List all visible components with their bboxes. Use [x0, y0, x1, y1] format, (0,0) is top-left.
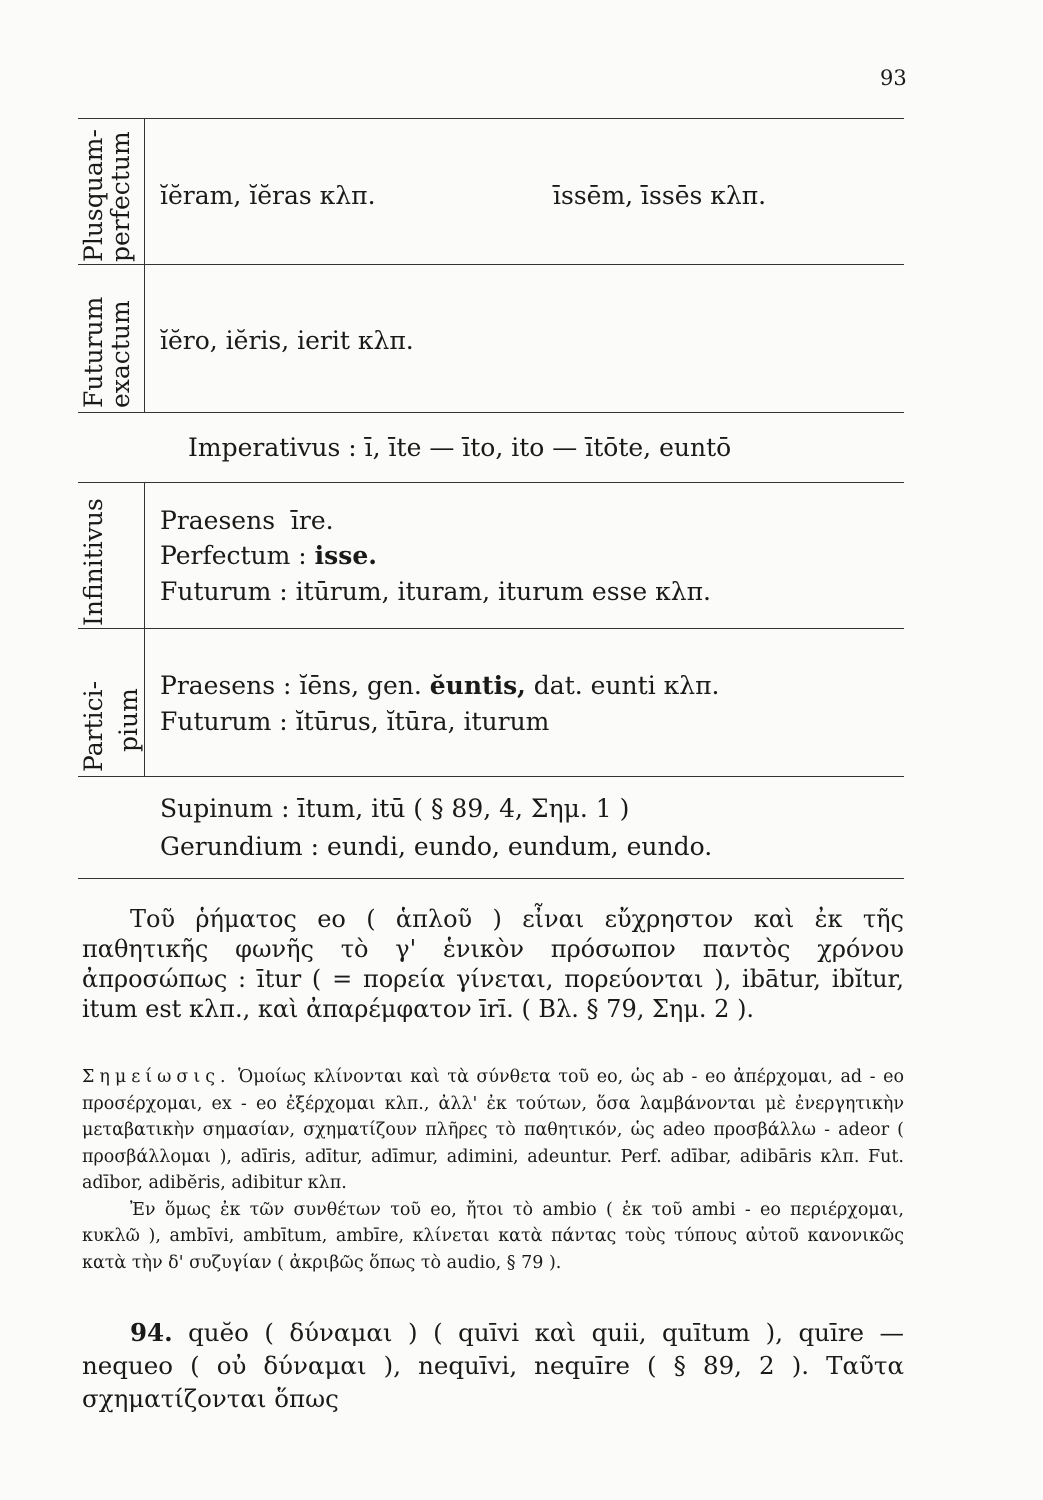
infinitivus-line: Praesens īre. — [160, 506, 334, 535]
participium-label: pium — [114, 688, 143, 752]
plusquamperfectum-form: īssēm, īssēs κλπ. — [553, 181, 767, 210]
participium-suffix: dat. eunti κλπ. — [525, 671, 720, 700]
supinum-line: Supinum : ītum, itū ( § 89, 4, Σημ. 1 ) — [160, 794, 630, 823]
infinitivus-label: Infinitivus — [79, 498, 108, 626]
participium-label: Partici- — [79, 680, 108, 772]
section-text: quĕo ( δύναμαι ) ( quīvi καὶ quii, quītum ), quīre — nequeo ( οὐ δύναμαι ), nequīvi, nequīre ( § 89, 2 ). Ταῦτα σχηματίζονται ὅπως — [82, 1318, 904, 1413]
table-rule — [78, 412, 904, 413]
paragraph-text: Τοῦ ῥήματος eo ( ἁπλοῦ ) εἶναι εὔχρηστον καὶ ἐκ τῆς παθητικῆς φωνῆς τὸ γ' ἑνικὸν πρόσωπον παντὸς χρόνου ἀπροσώπως : ītur ( = πορεία γίνεται, πορεύονται ), ibātur, ibĭtur, itum est κλπ., καὶ ἀπαρέμφατον īrī. ( Βλ. § 79, Σημ. 2 ). — [82, 905, 904, 1023]
table-rule — [78, 628, 904, 629]
table-rule — [78, 118, 904, 119]
table-rule — [78, 482, 904, 483]
participium-bold-form: ĕuntis, — [429, 671, 526, 700]
table-rule — [78, 878, 904, 879]
table-rule — [78, 776, 904, 777]
main-paragraph — [82, 904, 904, 1024]
plusquamperfectum-form: ĭĕram, ĭĕras κλπ. — [160, 181, 376, 210]
plusquamperfectum-label: Plusquam- — [79, 129, 108, 262]
column-separator — [144, 264, 145, 412]
note-heading: Σημείωσις. — [82, 1067, 231, 1087]
table-rule — [78, 264, 904, 265]
gerundium-line: Gerundium : eundi, eundo, eundum, eundo. — [160, 832, 713, 861]
imperativus-line: Imperativus : ī, īte — īto, ito — ītōte, euntō — [188, 433, 732, 462]
participium-line — [160, 671, 720, 700]
participium-line: Futurum : ĭtūrus, ĭtūra, iturum — [160, 707, 550, 736]
note-block — [82, 1064, 904, 1276]
column-separator — [144, 482, 145, 628]
column-separator — [144, 628, 145, 776]
infinitivus-perfectum-form: isse. — [314, 541, 377, 570]
section-94 — [82, 1316, 904, 1415]
futurum-exactum-label: exactum — [106, 300, 135, 408]
note-text: Ὁμοίως κλίνονται καὶ τὰ σύνθετα τοῦ eo, ὡς ab - eo ἀπέρχομαι, ad - eo προσέρχομαι, ex - eo ἐξέρχομαι κλπ., ἀλλ' ἐκ τούτων, ὅσα λαμβάνονται μὲ ἐνεργητικὴν μεταβατικὴν σημασίαν, σχηματίζουν πλῆρες τὸ παθητικόν, ὡς adeo προσβάλλω - adeor ( προσβάλλομαι ), adīris, adītur, adīmur, adimini, adeuntur. Perf. adībar, adibāris κλπ. Fut. adībor, adibĕris, adibitur κλπ. — [82, 1067, 904, 1193]
section-number: 94. — [130, 1318, 173, 1347]
infinitivus-perfectum-prefix: Perfectum : — [160, 541, 315, 570]
infinitivus-line — [160, 541, 377, 570]
note-text: Ἐν ὅμως ἐκ τῶν συνθέτων τοῦ eo, ἤτοι τὸ ambio ( ἐκ τοῦ ambi - eo περιέρχομαι, κυκλῶ ), ambīvi, ambītum, ambīre, κλίνεται κατὰ πάντας τοὺς τύπους αὐτοῦ κανονικῶς κατὰ τὴν δ' συζυγίαν ( ἀκριβῶς ὅπως τὸ audio, § 79 ). — [82, 1199, 904, 1273]
page-number: 93 — [880, 66, 907, 90]
column-separator — [144, 118, 145, 264]
futurum-exactum-label: Futurum — [79, 296, 108, 408]
plusquamperfectum-label: perfectum — [106, 131, 135, 262]
futurum-exactum-form: ĭĕro, iĕris, ierit κλπ. — [160, 326, 414, 355]
infinitivus-line: Futurum : itūrum, ituram, iturum esse κλπ. — [160, 577, 711, 606]
participium-prefix: Praesens : ĭēns, gen. — [160, 671, 430, 700]
